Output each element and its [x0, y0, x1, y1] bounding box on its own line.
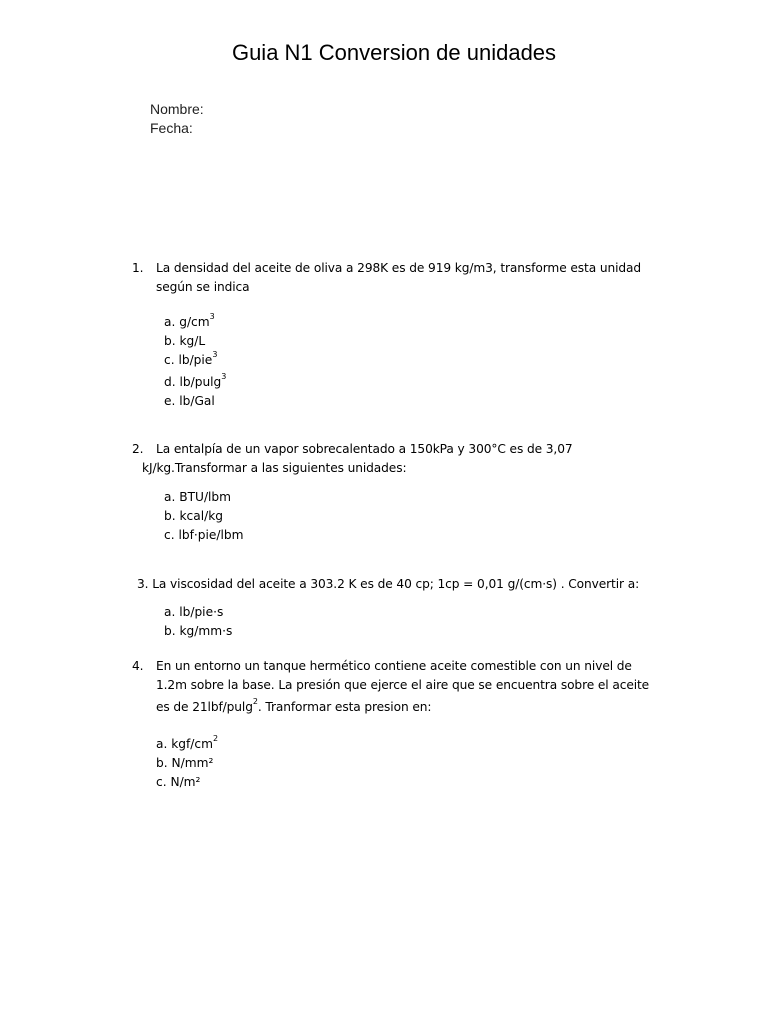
question-2 [132, 440, 672, 478]
question-3-options [164, 603, 232, 641]
option-item: c. lbf·pie/lbm [164, 528, 244, 542]
option-item: a. lb/pie·s [164, 605, 224, 619]
option-item: c. N/m² [156, 775, 201, 789]
question-3 [137, 575, 697, 594]
question-text-line: La viscosidad del aceite a 303.2 K es de 40 cp; 1cp = 0,01 g/(cm·s) . Convertir a: [152, 577, 640, 591]
question-text-line: En un entorno un tanque hermético contiene aceite comestible con un nivel de [156, 659, 632, 673]
question-1 [132, 259, 672, 297]
question-number: 2. [132, 442, 144, 456]
page-title: Guia N1 Conversion de unidades [231, 40, 557, 65]
option-item: a. BTU/lbm [164, 490, 232, 504]
question-1-options [164, 313, 226, 411]
date-label: Fecha: [150, 120, 193, 136]
option-item: b. kg/mm·s [164, 624, 233, 638]
name-label: Nombre: [150, 101, 204, 117]
question-4 [132, 657, 672, 717]
option-item: b. kg/L [164, 334, 206, 348]
question-number: 4. [132, 659, 144, 673]
question-text-line: La densidad del aceite de oliva a 298K es de 919 kg/m3, transforme esta unidad [156, 261, 642, 275]
question-text-line: kJ/kg.Transformar a las siguientes unidades: [142, 461, 407, 475]
question-4-options [156, 735, 218, 792]
option-item: e. lb/Gal [164, 394, 215, 408]
question-number: 1. [132, 261, 144, 275]
option-item: b. kcal/kg [164, 509, 223, 523]
question-text-line: 1.2m sobre la base. La presión que ejerce el aire que se encuentra sobre el aceite [156, 678, 650, 692]
option-item: a. kgf/$cm^2$ [156, 733, 219, 751]
question-text-line: según se indica [156, 280, 250, 294]
option-item: a. $g/cm^3$ [164, 311, 215, 329]
question-2-options [164, 488, 243, 545]
option-item: b. N/mm² [156, 756, 214, 770]
option-item: d. lb/pulg$^3$ [164, 371, 227, 389]
question-text-line: es de 21lbf/pulg$^2$. Tranformar esta presion en: [156, 696, 432, 714]
question-number: 3. [137, 577, 149, 591]
option-item: c. lb/pie$^3$ [164, 349, 218, 367]
question-text-line: La entalpía de un vapor sobrecalentado a 150kPa y 300°C es de 3,07 [156, 442, 573, 456]
